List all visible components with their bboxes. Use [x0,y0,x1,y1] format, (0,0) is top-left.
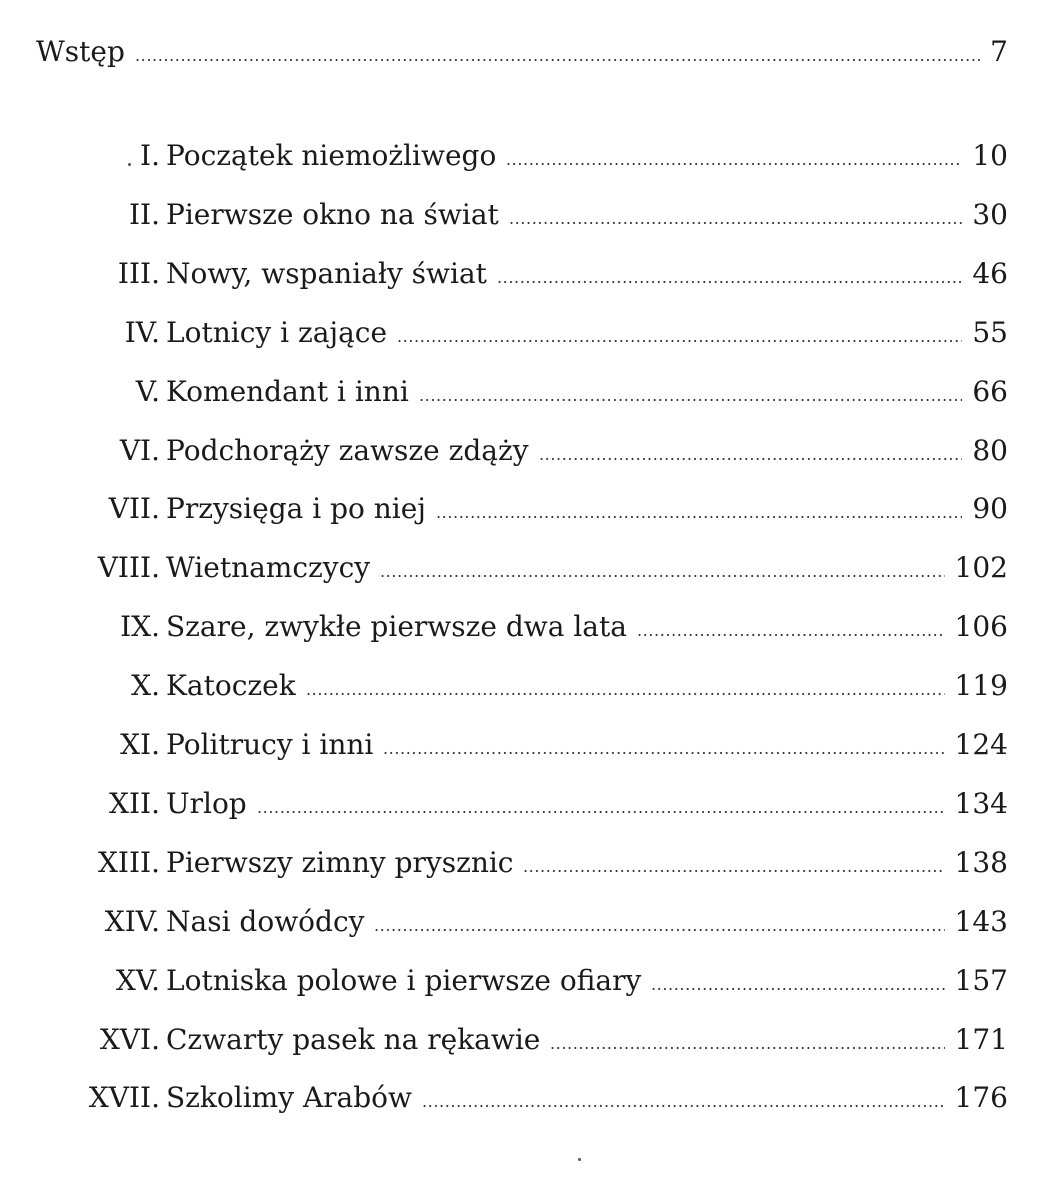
chapter-title: Podchorąży zawsze zdąży [166,434,529,467]
chapter-page-number: 138 [954,846,1008,879]
toc-entry-chapter[interactable] [0,548,1060,588]
toc-entry-chapter[interactable] [0,431,1060,471]
chapter-page-number: 102 [954,551,1008,584]
scan-speck [578,1158,581,1161]
chapter-numeral: XII. [109,787,160,820]
dot-leader [539,431,962,471]
toc-entry-page-number: 7 [990,35,1008,68]
chapter-page-number: 46 [972,257,1008,290]
chapter-title: Pierwszy zimny prysznic [166,846,514,879]
dot-leader [374,902,945,942]
chapter-numeral: IV. [124,316,160,349]
chapter-page-number: 124 [954,728,1008,761]
toc-entry-chapter[interactable] [0,784,1060,824]
toc-entry-chapter[interactable] [0,902,1060,942]
dot-leader [422,1078,945,1118]
chapter-page-number: 134 [954,787,1008,820]
dot-leader [257,784,945,824]
chapter-title: Politrucy i inni [166,728,374,761]
chapter-page-number: 119 [954,669,1008,702]
toc-entry-chapter[interactable] [0,607,1060,647]
chapter-page-number: 66 [972,375,1008,408]
dot-leader [380,548,945,588]
scan-speck [128,163,131,166]
chapter-numeral: VI. [119,434,160,467]
dot-leader [651,961,945,1001]
chapter-numeral: VIII. [97,551,160,584]
chapter-numeral: XVI. [99,1023,160,1056]
toc-entry-chapter[interactable] [0,725,1060,765]
chapter-page-number: 80 [972,434,1008,467]
chapter-page-number: 157 [954,964,1008,997]
chapter-numeral: XIII. [97,846,160,879]
chapter-title: Lotnicy i zające [166,316,388,349]
dot-leader [509,195,962,235]
toc-entry-chapter[interactable] [0,843,1060,883]
chapter-title: Pierwsze okno na świat [166,198,499,231]
dot-leader [135,32,980,72]
chapter-title: Katoczek [166,669,296,702]
chapter-numeral: V. [135,375,160,408]
toc-entry-chapter[interactable] [0,1078,1060,1118]
chapter-page-number: 90 [972,492,1008,525]
chapter-page-number: 10 [972,139,1008,172]
toc-entry-chapter[interactable] [0,961,1060,1001]
dot-leader [523,843,945,883]
toc-entry-chapter[interactable] [0,136,1060,176]
chapter-title: Szare, zwykłe pierwsze dwa lata [166,610,627,643]
chapter-title: Lotniska polowe i pierwsze ofiary [166,964,642,997]
toc-entry-intro[interactable] [0,32,1060,72]
chapter-title: Początek niemożliwego [166,139,497,172]
chapter-numeral: XIV. [104,905,160,938]
chapter-numeral: I. [140,139,160,172]
toc-entry-chapter[interactable] [0,254,1060,294]
chapter-title: Nowy, wspaniały świat [166,257,487,290]
chapter-numeral: XI. [120,728,160,761]
toc-entry-chapter[interactable] [0,666,1060,706]
dot-leader [419,372,962,412]
chapter-title: Czwarty pasek na rękawie [166,1023,541,1056]
toc-entry-chapter[interactable] [0,195,1060,235]
chapter-numeral: VII. [108,492,160,525]
dot-leader [550,1020,945,1060]
chapter-title: Urlop [166,787,247,820]
dot-leader [506,136,962,176]
chapter-title: Komendant i inni [166,375,409,408]
chapter-title: Przysięga i po niej [166,492,426,525]
chapter-page-number: 55 [972,316,1008,349]
chapter-page-number: 106 [954,610,1008,643]
chapter-numeral: III. [117,257,160,290]
dot-leader [637,607,945,647]
toc-entry-chapter[interactable] [0,489,1060,529]
toc-entry-chapter[interactable] [0,313,1060,353]
chapter-numeral: XVII. [88,1081,160,1114]
dot-leader [306,666,945,706]
chapter-page-number: 176 [954,1081,1008,1114]
toc-entry-chapter[interactable] [0,372,1060,412]
chapter-numeral: XV. [115,964,160,997]
dot-leader [397,313,962,353]
chapter-page-number: 171 [954,1023,1008,1056]
chapter-numeral: II. [128,198,160,231]
chapter-title: Wietnamczycy [166,551,371,584]
chapter-page-number: 143 [954,905,1008,938]
chapter-numeral: IX. [120,610,160,643]
dot-leader [383,725,945,765]
dot-leader [436,489,962,529]
dot-leader [497,254,962,294]
chapter-title: Nasi dowódcy [166,905,365,938]
chapter-page-number: 30 [972,198,1008,231]
chapter-title: Szkolimy Arabów [166,1081,412,1114]
toc-entry-chapter[interactable] [0,1020,1060,1060]
chapter-numeral: X. [131,669,160,702]
toc-entry-title: Wstęp [36,35,125,68]
